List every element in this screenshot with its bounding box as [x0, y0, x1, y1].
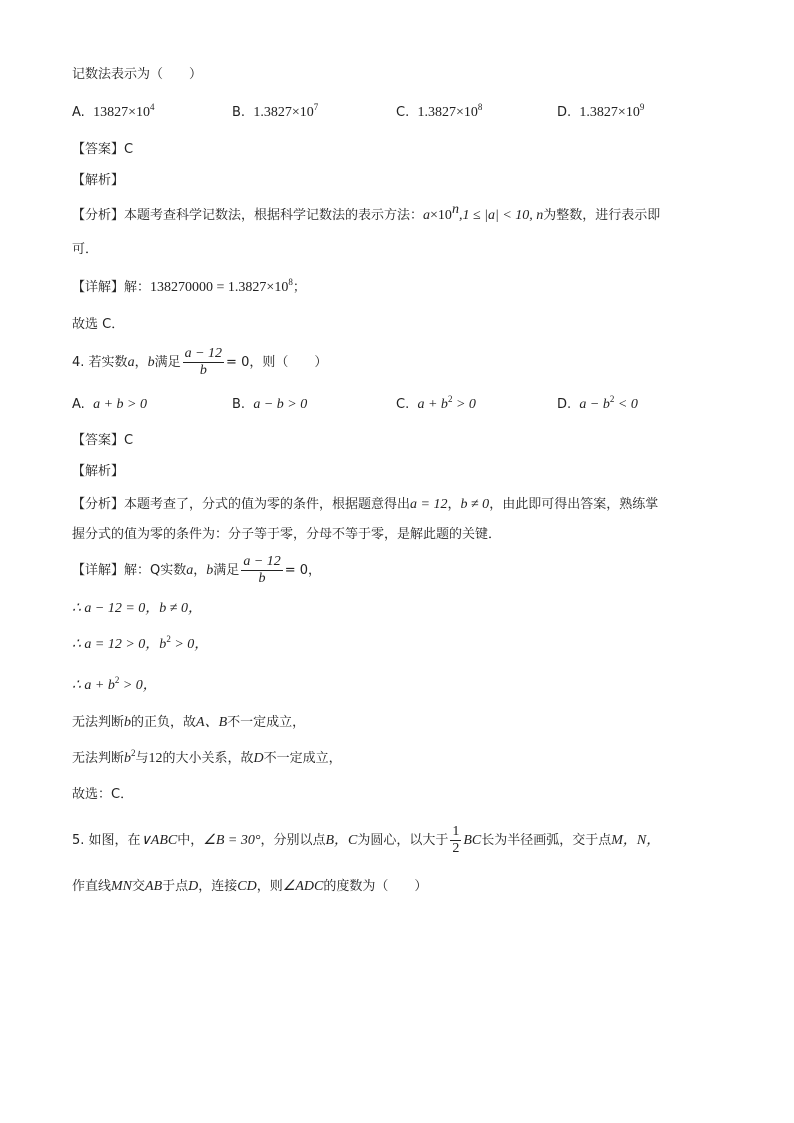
q4-option-c: C. $a + b^2 > 0$ [396, 394, 476, 412]
q4-step3: ∴ $a + b^2 > 0$， [72, 675, 157, 693]
q3-analysis-line1: 【分析】本题考查科学记数法，根据科学记数法的表示方法：$a\times 10^n,1 \le |a| < 10$, n为整数，进行表示即 [72, 202, 661, 223]
q4-step2: ∴ a = 12 > 0，$b^2 > 0$， [72, 634, 209, 652]
q4-jiexi-heading: 【解析】 [72, 464, 125, 479]
q3-jiexi-heading: 【解析】 [72, 173, 125, 188]
q4-option-d: D. $a - b^2 < 0$ [557, 394, 638, 412]
q4-conclusion1: 无法判断b的正负，故A、B不一定成立， [72, 715, 306, 730]
q3-answer: 【答案】C [72, 142, 134, 157]
q4-analysis-line1: 【分析】本题考查了，分式的值为零的条件，根据题意得出a = 12，b ≠ 0，由此即可得出答案，熟练掌 [72, 497, 659, 512]
q4-conclusion2: 无法判断$b^2$与12的大小关系，故D不一定成立， [72, 748, 342, 766]
q3-stem-tail: 记数法表示为（ ） [72, 67, 203, 82]
q4-option-b: B. a − b > 0 [232, 397, 308, 412]
q4-option-a: A. a + b > 0 [72, 397, 147, 412]
q3-option-c: C. $1.3827\times 10^8$ [396, 102, 483, 120]
q3-option-a: A. $13827\times 10^4$ [72, 102, 155, 120]
q5-stem-line1: 5. 如图，在∨ABC中，∠B = 30°，分别以点B，C为圆心，以大于 $\frac{1}{2}$ BC长为半径画弧，交于点M，N， [72, 824, 661, 856]
q5-stem-line2: 作直线MN交AB于点D，连接CD，则∠ADC的度数为（ ） [72, 879, 428, 894]
q4-step1: ∴ a − 12 = 0，b ≠ 0， [72, 601, 202, 616]
q4-detail-fraction: $\frac{a - 12}{b}$ [243, 554, 281, 586]
q4-analysis-line2: 握分式的值为零的条件为：分子等于零，分母不等于零，是解此题的关键． [72, 527, 502, 542]
q3-detail: 【详解】解：$138270000 = 1.3827\times 10^8$； [72, 277, 306, 295]
q4-fraction: $\frac{a - 12}{b}$ [184, 346, 223, 378]
q4-detail: 【详解】解：Q实数a，b满足 $\frac{a - 12}{b}$ = 0， [72, 554, 322, 586]
q4-answer: 【答案】C [72, 433, 134, 448]
q3-choose: 故选 C． [72, 317, 125, 332]
q3-option-d: D. $1.3827\times 10^9$ [557, 102, 645, 120]
q4-choose: 故选：C． [72, 787, 134, 802]
q3-option-b: B. $1.3827\times 10^7$ [232, 102, 319, 120]
q3-analysis-line2: 可． [72, 242, 99, 257]
q5-fraction: $\frac{1}{2}$ [452, 824, 460, 856]
q4-stem: 4. 若实数a，b满足 $\frac{a - 12}{b}$ = 0，则（ ） [72, 346, 328, 378]
